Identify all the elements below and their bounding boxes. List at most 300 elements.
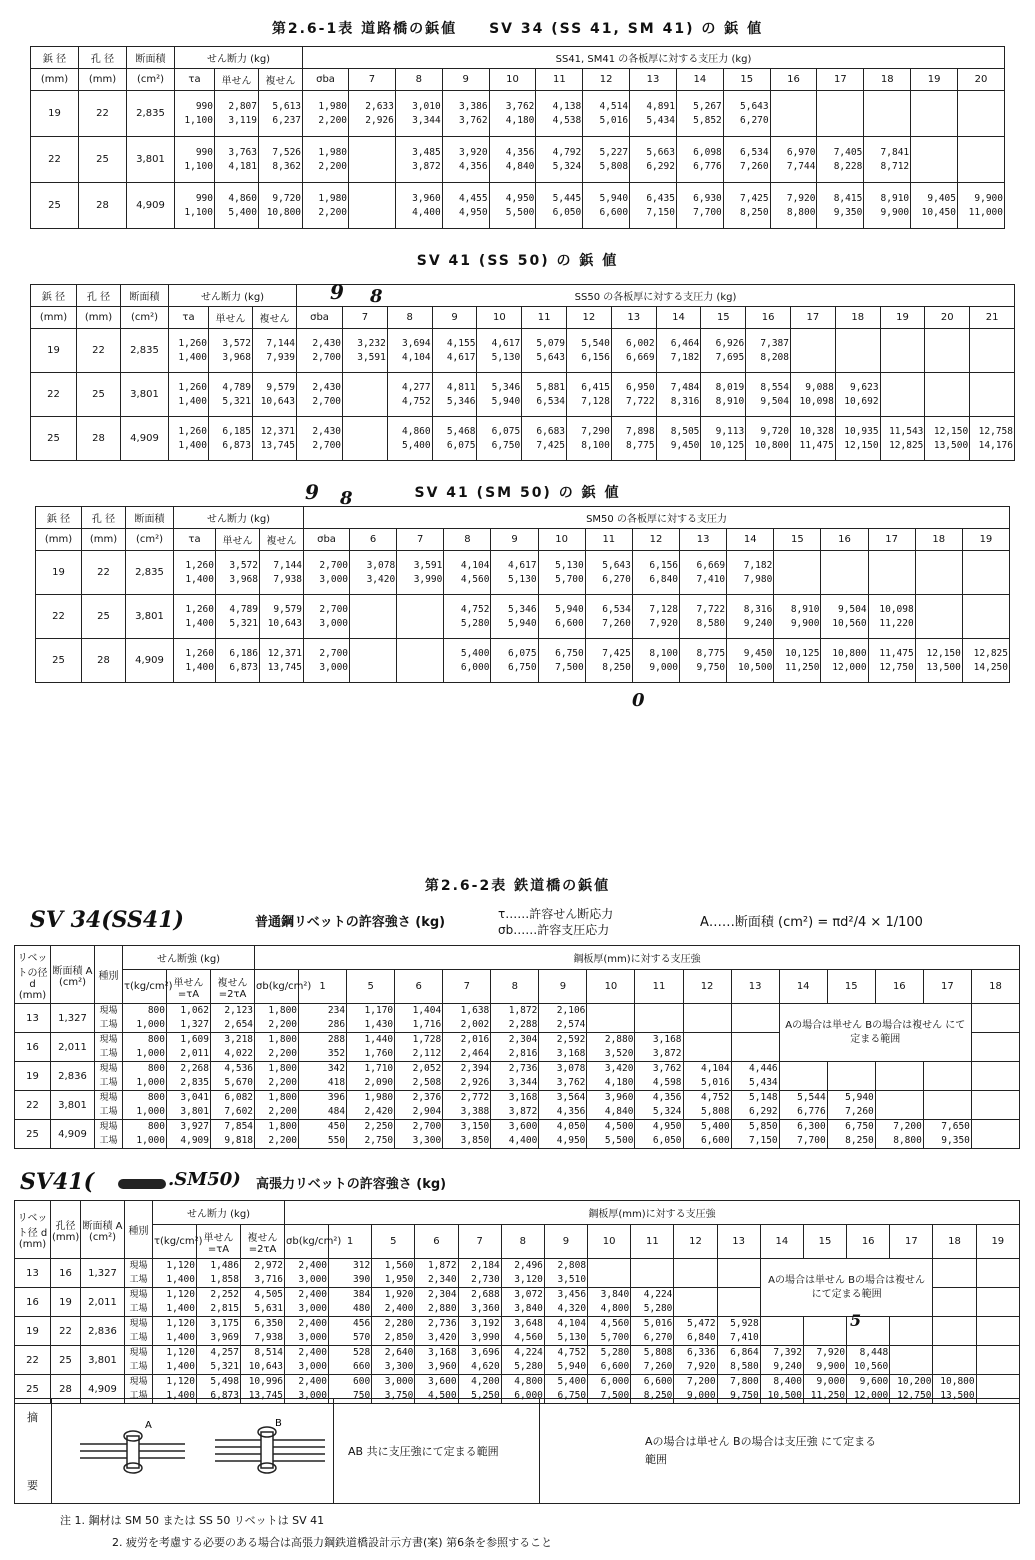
cell-sigma: 2,400 3,000 bbox=[285, 1259, 329, 1288]
cell-area: 2,835 bbox=[126, 551, 174, 595]
col-plate: 1 bbox=[329, 1225, 372, 1259]
col-plate: 11 bbox=[631, 1225, 674, 1259]
col-plate: 7 bbox=[443, 970, 491, 1004]
col-plate: 19 bbox=[962, 529, 1009, 551]
cell-sigma: 2,430 2,700 bbox=[297, 329, 343, 373]
cell-bearing bbox=[864, 91, 911, 137]
cell-hole: 28 bbox=[79, 183, 127, 229]
col-plate: 11 bbox=[522, 307, 567, 329]
cell-bearing: 6,534 7,260 bbox=[585, 595, 632, 639]
cell-bearing: 8,100 9,000 bbox=[632, 639, 679, 683]
cell-bearing: 4,752 5,808 bbox=[683, 1091, 731, 1120]
handwritten-8-b: 8 bbox=[340, 488, 353, 509]
cell-bearing: 10,328 11,475 bbox=[791, 417, 836, 461]
cell-area: 2,011 bbox=[51, 1033, 95, 1062]
col-tau: τ(kg/cm²) bbox=[153, 1225, 197, 1259]
summary-label-2: 要 bbox=[27, 1479, 38, 1492]
cell-double: 8,514 10,643 bbox=[241, 1346, 285, 1375]
cell-bearing: 1,560 1,950 bbox=[372, 1259, 415, 1288]
t3-grid bbox=[35, 506, 1010, 683]
cell-bearing: 9,900 11,000 bbox=[958, 183, 1005, 229]
col-area: 断面積 A (cm²) bbox=[81, 1201, 125, 1259]
cell-bearing bbox=[962, 551, 1009, 595]
cell-bearing: 3,456 4,320 bbox=[544, 1288, 587, 1317]
col-shear: せん断力 (kg) bbox=[169, 285, 297, 307]
cell-single: 3,927 4,909 bbox=[167, 1120, 211, 1149]
col-plate: 15 bbox=[774, 529, 821, 551]
col-plate: 10 bbox=[588, 1225, 631, 1259]
col-plate: 12 bbox=[567, 307, 612, 329]
cell-bearing: 5,928 7,410 bbox=[717, 1317, 760, 1346]
fig-label-b: B bbox=[275, 1418, 282, 1429]
table-row bbox=[15, 1004, 1020, 1033]
cell-d: 13 bbox=[15, 1259, 51, 1288]
cell-area: 2,836 bbox=[51, 1062, 95, 1091]
col-plate: 8 bbox=[501, 1225, 544, 1259]
cell-bearing: 2,184 2,730 bbox=[458, 1259, 501, 1288]
cell-tau: 800 1,000 bbox=[123, 1120, 167, 1149]
col-plate: 14 bbox=[779, 970, 827, 1004]
col-hole-unit: (mm) bbox=[82, 529, 126, 551]
col-plate: 17 bbox=[817, 69, 864, 91]
cell-bearing bbox=[791, 329, 836, 373]
cell-bearing bbox=[588, 1259, 631, 1288]
cell-bearing: 2,772 3,388 bbox=[443, 1091, 491, 1120]
cell-single: 1,486 1,858 bbox=[197, 1259, 241, 1288]
cell-sigma: 2,400 3,000 bbox=[285, 1346, 329, 1375]
cell-bearing: 6,750 8,250 bbox=[827, 1120, 875, 1149]
col-plate: 17 bbox=[890, 1225, 933, 1259]
cell-bearing bbox=[933, 1288, 976, 1317]
cell-bearing: 1,980 2,420 bbox=[347, 1091, 395, 1120]
cell-bearing bbox=[397, 639, 444, 683]
cell-d: 22 bbox=[36, 595, 82, 639]
summary-label-cell bbox=[15, 1399, 52, 1503]
col-bearing: 鋼板厚(mm)に対する支圧強 bbox=[285, 1201, 1020, 1225]
cell-bearing: 3,420 4,180 bbox=[587, 1062, 635, 1091]
cell-bearing bbox=[717, 1288, 760, 1317]
cell-bearing: 2,250 2,750 bbox=[347, 1120, 395, 1149]
cell-bearing bbox=[350, 639, 397, 683]
col-plate: 13 bbox=[611, 307, 656, 329]
cell-bearing bbox=[915, 551, 962, 595]
col-area: 断面積 bbox=[126, 507, 174, 529]
col-tau: τa bbox=[174, 529, 216, 551]
col-single: 単せん bbox=[216, 529, 260, 551]
col-plate: 8 bbox=[444, 529, 491, 551]
scribble-mark bbox=[118, 1179, 166, 1189]
cell-bearing bbox=[958, 91, 1005, 137]
cell-kind: 現場 工場 bbox=[125, 1317, 153, 1346]
cell-bearing: 7,425 8,250 bbox=[723, 183, 770, 229]
cell-single: 4,257 5,321 bbox=[197, 1346, 241, 1375]
cell-sigma: 1,980 2,200 bbox=[303, 183, 349, 229]
cell-single: 2,252 2,815 bbox=[197, 1288, 241, 1317]
cell-area: 3,801 bbox=[121, 373, 169, 417]
cell-bearing: 4,752 5,940 bbox=[544, 1346, 587, 1375]
cell-bearing: 4,356 5,324 bbox=[635, 1091, 683, 1120]
cell-bearing bbox=[925, 373, 970, 417]
col-plate: 7 bbox=[349, 69, 396, 91]
cell-bearing: 3,232 3,591 bbox=[343, 329, 388, 373]
col-d: リベット径 d (mm) bbox=[15, 1201, 51, 1259]
cell-bearing bbox=[349, 137, 396, 183]
table4-caption: 第2.6-2表 鉄道橋の鋲値 bbox=[424, 878, 611, 894]
cell-hole: 25 bbox=[79, 137, 127, 183]
col-plate: 18 bbox=[915, 529, 962, 551]
col-d-unit: (mm) bbox=[31, 69, 79, 91]
cell-hole: 22 bbox=[82, 551, 126, 595]
cell-bearing bbox=[731, 1004, 779, 1033]
cell-bearing: 2,592 3,168 bbox=[539, 1033, 587, 1062]
col-plate: 16 bbox=[746, 307, 791, 329]
col-plate: 18 bbox=[933, 1225, 976, 1259]
cell-double: 12,371 13,745 bbox=[253, 417, 297, 461]
cell-bearing: 3,600 4,400 bbox=[491, 1120, 539, 1149]
handwritten-sv41: SV41( bbox=[20, 1169, 94, 1195]
cell-bearing: 10,800 12,000 bbox=[821, 639, 868, 683]
cell-tau: 800 1,000 bbox=[123, 1004, 167, 1033]
cell-bearing: 4,950 6,050 bbox=[635, 1120, 683, 1149]
cell-d: 16 bbox=[15, 1288, 51, 1317]
cell-bearing: 6,750 7,500 bbox=[538, 639, 585, 683]
cell-bearing: 7,920 8,800 bbox=[770, 183, 817, 229]
cell-bearing bbox=[674, 1259, 717, 1288]
cell-bearing: 3,078 3,762 bbox=[539, 1062, 587, 1091]
cell-bearing: 7,898 8,775 bbox=[611, 417, 656, 461]
cell-bearing: 3,192 3,990 bbox=[458, 1317, 501, 1346]
col-plate: 10 bbox=[587, 970, 635, 1004]
col-sigma: σb(kg/cm²) bbox=[255, 970, 299, 1004]
cell-bearing: 6,435 7,150 bbox=[630, 183, 677, 229]
cell-kind: 現場 工場 bbox=[125, 1288, 153, 1317]
cell-bearing: 7,920 9,900 bbox=[803, 1346, 846, 1375]
cell-bearing: 3,960 4,840 bbox=[587, 1091, 635, 1120]
col-sigma: σba bbox=[303, 69, 349, 91]
cell-kind: 現場 工場 bbox=[95, 1062, 123, 1091]
col-plate: 5 bbox=[372, 1225, 415, 1259]
cell-bearing: 10,200 12,750 bbox=[890, 1375, 933, 1404]
cell-bearing: 12,150 13,500 bbox=[925, 417, 970, 461]
cell-tau: 1,260 1,400 bbox=[169, 329, 209, 373]
cell-area: 4,909 bbox=[81, 1375, 125, 1404]
cell-bearing: 8,400 10,500 bbox=[760, 1375, 803, 1404]
col-plate: 14 bbox=[760, 1225, 803, 1259]
table-row bbox=[31, 137, 1005, 183]
cell-area: 3,801 bbox=[81, 1346, 125, 1375]
cell-bearing: 4,446 5,434 bbox=[731, 1062, 779, 1091]
cell-bearing: 6,600 8,250 bbox=[631, 1375, 674, 1404]
cell-bearing: 5,280 6,600 bbox=[588, 1346, 631, 1375]
col-plate: 17 bbox=[868, 529, 915, 551]
cell-bearing: 6,075 6,750 bbox=[477, 417, 522, 461]
cell-bearing: 4,104 5,130 bbox=[544, 1317, 587, 1346]
cell-bearing: 3,591 3,990 bbox=[397, 551, 444, 595]
col-plate: 1 bbox=[299, 970, 347, 1004]
cell-tau: 1,120 1,400 bbox=[153, 1346, 197, 1375]
cell-bearing: 7,290 8,100 bbox=[567, 417, 612, 461]
col-plate: 19 bbox=[976, 1225, 1019, 1259]
cell-double: 6,350 7,938 bbox=[241, 1317, 285, 1346]
cell-bearing: 12,825 14,250 bbox=[962, 639, 1009, 683]
cell-bearing: 9,000 11,250 bbox=[803, 1375, 846, 1404]
cell-bearing: 8,775 9,750 bbox=[680, 639, 727, 683]
table-row bbox=[15, 1120, 1020, 1149]
col-sigma: σb(kg/cm²) bbox=[285, 1225, 329, 1259]
cell-sigma: 2,400 3,000 bbox=[285, 1288, 329, 1317]
table4 bbox=[14, 945, 1020, 1149]
cell-bearing: 5,346 5,940 bbox=[477, 373, 522, 417]
cell-bearing: 9,088 10,098 bbox=[791, 373, 836, 417]
cell-d: 19 bbox=[15, 1062, 51, 1091]
col-kind: 種別 bbox=[95, 946, 123, 1004]
cell-bearing: 6,926 7,695 bbox=[701, 329, 746, 373]
t5-grid bbox=[14, 1200, 1020, 1404]
cell-area: 1,327 bbox=[51, 1004, 95, 1033]
cell-area: 3,801 bbox=[127, 137, 175, 183]
cell-double: 7,144 7,939 bbox=[253, 329, 297, 373]
col-plate: 19 bbox=[880, 307, 925, 329]
cell-d: 19 bbox=[31, 329, 77, 373]
table-row bbox=[31, 373, 1015, 417]
cell-bearing bbox=[880, 373, 925, 417]
cell-bearing: 6,970 7,744 bbox=[770, 137, 817, 183]
cell-bearing bbox=[976, 1317, 1019, 1346]
col-area: 断面積 bbox=[121, 285, 169, 307]
cell-bearing: 5,472 6,840 bbox=[674, 1317, 717, 1346]
cell-bearing: 396 484 bbox=[299, 1091, 347, 1120]
cell-hole: 16 bbox=[51, 1259, 81, 1288]
cell-bearing: 6,864 8,580 bbox=[717, 1346, 760, 1375]
cell-bearing bbox=[875, 1062, 923, 1091]
cell-bearing bbox=[683, 1033, 731, 1062]
col-plate: 13 bbox=[630, 69, 677, 91]
cell-bearing: 6,336 7,920 bbox=[674, 1346, 717, 1375]
cell-single: 5,498 6,873 bbox=[197, 1375, 241, 1404]
col-plate: 7 bbox=[458, 1225, 501, 1259]
cell-bearing: 4,617 5,130 bbox=[491, 551, 538, 595]
cell-kind: 現場 工場 bbox=[95, 1033, 123, 1062]
cell-bearing: 5,468 6,075 bbox=[432, 417, 477, 461]
cell-bearing bbox=[970, 373, 1015, 417]
note-2: 2. 疲労を考慮する必要のある場合は高張力鋼鉄道橋設計示方書(案) 第6条を参照すること bbox=[112, 1536, 553, 1549]
cell-bearing: 7,800 9,750 bbox=[717, 1375, 760, 1404]
cell-bearing: 2,880 3,520 bbox=[587, 1033, 635, 1062]
cell-bearing: 3,168 3,872 bbox=[491, 1091, 539, 1120]
cell-bearing: 8,316 9,240 bbox=[727, 595, 774, 639]
cell-sigma: 2,400 3,000 bbox=[285, 1317, 329, 1346]
col-sigma: σba bbox=[297, 307, 343, 329]
cell-area: 4,909 bbox=[127, 183, 175, 229]
cell-bearing: 2,736 3,420 bbox=[415, 1317, 458, 1346]
col-shear: せん断力 (kg) bbox=[153, 1201, 285, 1225]
cell-sigma: 2,700 3,000 bbox=[304, 639, 350, 683]
cell-bearing: 1,638 2,002 bbox=[443, 1004, 491, 1033]
cell-double: 7,854 9,818 bbox=[211, 1120, 255, 1149]
cell-bearing: 9,600 12,000 bbox=[847, 1375, 890, 1404]
cell-bearing: 3,150 3,850 bbox=[443, 1120, 491, 1149]
col-plate: 17 bbox=[791, 307, 836, 329]
col-plate: 12 bbox=[683, 970, 731, 1004]
table-row bbox=[31, 91, 1005, 137]
cell-bearing: 4,277 4,752 bbox=[387, 373, 432, 417]
cell-d: 22 bbox=[31, 137, 79, 183]
col-hole-unit: (mm) bbox=[79, 69, 127, 91]
col-plate: 9 bbox=[544, 1225, 587, 1259]
cell-bearing bbox=[774, 551, 821, 595]
cell-bearing bbox=[976, 1346, 1019, 1375]
col-plate: 6 bbox=[395, 970, 443, 1004]
cell-bearing: 7,425 8,250 bbox=[585, 639, 632, 683]
table-row bbox=[31, 183, 1005, 229]
cell-tau: 800 1,000 bbox=[123, 1091, 167, 1120]
cell-bearing: 3,564 4,356 bbox=[539, 1091, 587, 1120]
cell-hole: 25 bbox=[77, 373, 121, 417]
cell-bearing: 2,016 2,464 bbox=[443, 1033, 491, 1062]
col-plate: 10 bbox=[477, 307, 522, 329]
cell-bearing bbox=[880, 329, 925, 373]
cell-bearing: 450 550 bbox=[299, 1120, 347, 1149]
cell-bearing: 8,910 9,900 bbox=[864, 183, 911, 229]
cell-bearing: 600 750 bbox=[329, 1375, 372, 1404]
cell-bearing: 4,950 5,500 bbox=[489, 183, 536, 229]
cell-bearing: 12,758 14,176 bbox=[970, 417, 1015, 461]
cell-kind: 現場 工場 bbox=[125, 1375, 153, 1404]
cell-tau: 990 1,100 bbox=[175, 91, 215, 137]
cell-d: 13 bbox=[15, 1004, 51, 1033]
col-plate: 20 bbox=[925, 307, 970, 329]
cell-d: 19 bbox=[36, 551, 82, 595]
cell-bearing bbox=[868, 551, 915, 595]
cell-bearing: 9,504 10,560 bbox=[821, 595, 868, 639]
cell-bearing: 4,200 5,250 bbox=[458, 1375, 501, 1404]
cell-double: 4,505 5,631 bbox=[241, 1288, 285, 1317]
cell-bearing: 3,762 4,180 bbox=[489, 91, 536, 137]
table2 bbox=[30, 284, 1015, 461]
rivet-a-figure bbox=[80, 1431, 185, 1473]
cell-bearing: 5,016 6,270 bbox=[631, 1317, 674, 1346]
col-plate: 16 bbox=[821, 529, 868, 551]
cell-bearing: 3,000 3,750 bbox=[372, 1375, 415, 1404]
cell-d: 22 bbox=[31, 373, 77, 417]
cell-bearing: 9,450 10,500 bbox=[727, 639, 774, 683]
col-hole: 孔 径 bbox=[82, 507, 126, 529]
cell-area: 4,909 bbox=[51, 1120, 95, 1149]
cell-d: 16 bbox=[15, 1033, 51, 1062]
table-row bbox=[15, 1062, 1020, 1091]
cell-bearing: 5,267 5,852 bbox=[676, 91, 723, 137]
cell-area: 3,801 bbox=[51, 1091, 95, 1120]
cell-d: 19 bbox=[15, 1317, 51, 1346]
col-plate: 5 bbox=[347, 970, 395, 1004]
col-plate: 9 bbox=[432, 307, 477, 329]
cell-bearing: 4,155 4,617 bbox=[432, 329, 477, 373]
cell-bearing: 5,400 6,750 bbox=[544, 1375, 587, 1404]
cell-tau: 1,120 1,400 bbox=[153, 1375, 197, 1404]
cell-bearing bbox=[827, 1062, 875, 1091]
cell-bearing: 5,544 6,776 bbox=[779, 1091, 827, 1120]
col-plate: 6 bbox=[415, 1225, 458, 1259]
cell-bearing: 5,940 6,600 bbox=[538, 595, 585, 639]
cell-tau: 1,260 1,400 bbox=[169, 417, 209, 461]
cell-bearing: 9,720 10,800 bbox=[746, 417, 791, 461]
col-double: 複せん bbox=[253, 307, 297, 329]
cell-single: 2,807 3,119 bbox=[215, 91, 259, 137]
cell-hole: 28 bbox=[82, 639, 126, 683]
handwritten-sv34: SV 34(SS41) bbox=[30, 907, 184, 933]
cell-bearing: 11,475 12,750 bbox=[868, 639, 915, 683]
col-plate: 15 bbox=[827, 970, 875, 1004]
cell-bearing bbox=[349, 183, 396, 229]
col-area: 断面積 A (cm²) bbox=[51, 946, 95, 1004]
cell-bearing: 3,762 4,598 bbox=[635, 1062, 683, 1091]
cell-sigma: 1,800 2,200 bbox=[255, 1120, 299, 1149]
col-plate: 8 bbox=[387, 307, 432, 329]
cell-bearing: 8,415 9,350 bbox=[817, 183, 864, 229]
cell-sigma: 2,430 2,700 bbox=[297, 373, 343, 417]
summary-label-1: 摘 bbox=[27, 1411, 38, 1424]
cell-bearing: 1,710 2,090 bbox=[347, 1062, 395, 1091]
col-sigma: σba bbox=[304, 529, 350, 551]
cell-bearing: 5,130 5,700 bbox=[538, 551, 585, 595]
cell-single: 3,041 3,801 bbox=[167, 1091, 211, 1120]
cell-bearing: 3,600 4,500 bbox=[415, 1375, 458, 1404]
col-bearing: SS41, SM41 の各板厚に対する支圧力 (kg) bbox=[303, 47, 1005, 69]
cell-bearing: 4,514 5,016 bbox=[583, 91, 630, 137]
col-plate: 21 bbox=[970, 307, 1015, 329]
cell-bearing: 6,075 6,750 bbox=[491, 639, 538, 683]
col-plate: 20 bbox=[958, 69, 1005, 91]
col-hole-unit: (mm) bbox=[77, 307, 121, 329]
col-area: 断面積 bbox=[127, 47, 175, 69]
cell-bearing bbox=[925, 329, 970, 373]
col-plate: 13 bbox=[717, 1225, 760, 1259]
cell-single: 1,062 1,327 bbox=[167, 1004, 211, 1033]
col-shear: せん断力 (kg) bbox=[175, 47, 303, 69]
cell-bearing: 1,404 1,716 bbox=[395, 1004, 443, 1033]
cell-bearing: 7,392 9,240 bbox=[760, 1346, 803, 1375]
legend-area: A……断面積 (cm²) = πd²/4 × 1/100 bbox=[700, 915, 923, 930]
cell-tau: 1,260 1,400 bbox=[174, 639, 216, 683]
cell-bearing: 8,910 9,900 bbox=[774, 595, 821, 639]
cell-kind: 現場 工場 bbox=[125, 1346, 153, 1375]
cell-sigma: 1,800 2,200 bbox=[255, 1062, 299, 1091]
cell-single: 4,789 5,321 bbox=[209, 373, 253, 417]
col-d: 鋲 径 bbox=[36, 507, 82, 529]
cell-bearing: 3,694 4,104 bbox=[387, 329, 432, 373]
handwritten-sm50: .SM50) bbox=[168, 1169, 241, 1190]
cell-bearing bbox=[911, 137, 958, 183]
table5 bbox=[14, 1200, 1020, 1404]
cell-bearing bbox=[835, 329, 880, 373]
cell-bearing: 2,376 2,904 bbox=[395, 1091, 443, 1120]
col-plate: 6 bbox=[350, 529, 397, 551]
col-tau: τa bbox=[169, 307, 209, 329]
cell-bearing: 528 660 bbox=[329, 1346, 372, 1375]
cell-bearing: 7,405 8,228 bbox=[817, 137, 864, 183]
col-single: 単せん bbox=[209, 307, 253, 329]
cell-bearing: 2,640 3,300 bbox=[372, 1346, 415, 1375]
cell-single: 4,789 5,321 bbox=[216, 595, 260, 639]
cell-tau: 1,260 1,400 bbox=[174, 595, 216, 639]
col-plate: 10 bbox=[538, 529, 585, 551]
cell-bearing bbox=[976, 1259, 1019, 1288]
cell-area: 2,836 bbox=[81, 1317, 125, 1346]
table5-heading-row bbox=[20, 1165, 1010, 1199]
cell-tau: 1,120 1,400 bbox=[153, 1288, 197, 1317]
col-plate: 8 bbox=[491, 970, 539, 1004]
col-kind: 種別 bbox=[125, 1201, 153, 1259]
